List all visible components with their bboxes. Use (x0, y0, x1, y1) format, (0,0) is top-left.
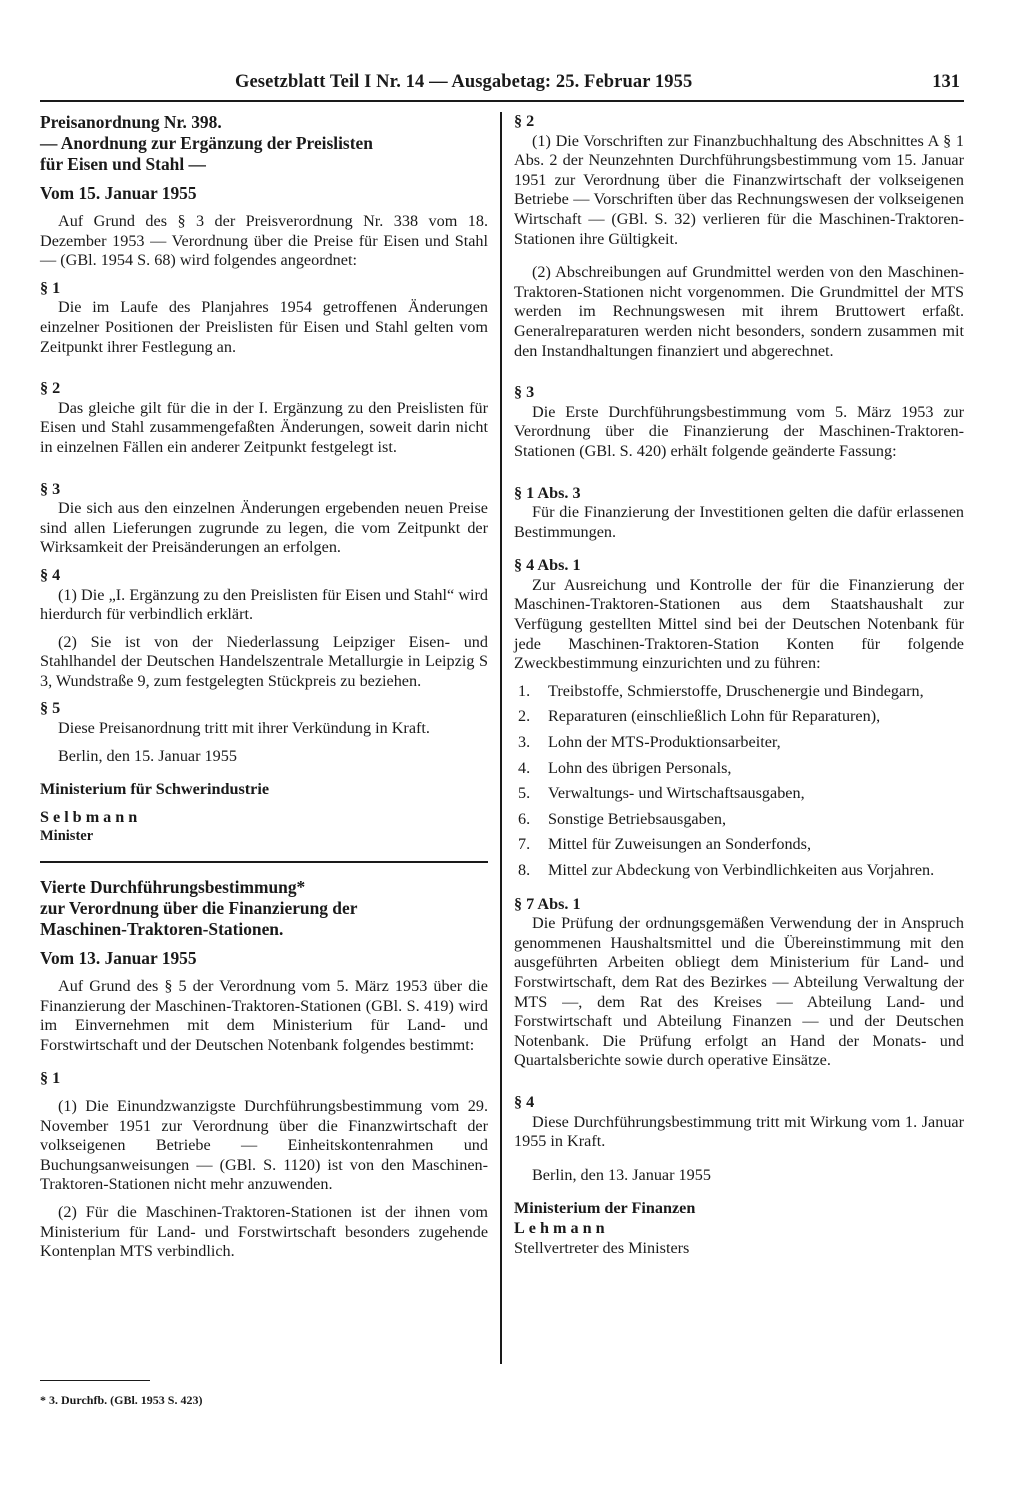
account-list (514, 682, 964, 881)
list-item: 2. Reparaturen (einschließlich Lohn für Reparaturen), (518, 707, 881, 726)
amend-s7-text: Die Prüfung der ordnungsgemäßen Verwendung der in Anspruch genommenen Haushaltsmittel und die Übereinstimmung mit den ausgeführten Arbeiten obliegt dem Ministerium für Land- und Forstwirtschaft, dem Rat des Bezirkes — Abteilung Verwaltung der MTS —, dem Rat des Kreises — Abteilung Land- und Forstwirtschaft und Abteilung Finanzen — und der Deutschen Notenbank. Die Prüfung erfolgt an Hand der Monats- und Quartalsberichte sowie durch operative Einsätze. (514, 914, 964, 1070)
doc2-s1-heading: § 1 (40, 1069, 61, 1088)
doc1-s4-heading: § 4 (40, 565, 61, 584)
doc2-s1-para2: (2) Für die Maschinen-Traktoren-Stationen ist der ihnen vom Ministerium für Land- und Forstwirtschaft besonders zugehende Kontenplan MTS verbindlich. (40, 1202, 488, 1261)
running-title: Gesetzblatt Teil I Nr. 14 — Ausgabetag: 25. Februar 1955 (235, 72, 693, 92)
column-divider (500, 112, 502, 1364)
doc2-ministry: Ministerium der Finanzen (514, 1199, 696, 1218)
doc2-s4-text: Diese Durchführungsbestimmung tritt mit Wirkung vom 1. Januar 1955 in Kraft. (514, 1112, 964, 1151)
amend-s1-text: Für die Finanzierung der Investitionen gelten die dafür erlassenen Bestimmungen. (514, 503, 964, 541)
doc2-subtitle: zur Verordnung über die Finanzierung der (40, 898, 358, 919)
doc1-s3-heading: § 3 (40, 479, 61, 498)
doc2-title: Vierte Durchführungsbestimmung* (40, 877, 306, 898)
doc1-signer: Selbmann (40, 807, 142, 826)
list-item: 4. Lohn des übrigen Personals, (518, 758, 732, 777)
doc2-date: Vom 13. Januar 1955 (40, 948, 197, 969)
doc1-s3-text: Die sich aus den einzelnen Änderungen ergebenden neuen Preise sind allen Lieferungen zugrunde zu legen, die vom Zeitpunkt der Wirksamkeit der Preisänderungen an erfolgen. (40, 499, 488, 557)
doc2-place-date: Berlin, den 13. Januar 1955 (532, 1165, 711, 1184)
list-item: 7. Mittel für Zuweisungen an Sonderfonds, (518, 835, 811, 854)
doc2-s3-text: Die Erste Durchführungsbestimmung vom 5. März 1953 zur Verordnung über die Finanzierung der Maschinen-Traktoren-Stationen (GBl. S. 420) erhält folgende geänderte Fassung: (514, 402, 964, 460)
page-number: 131 (932, 72, 960, 92)
doc1-subtitle-2: für Eisen und Stahl — (40, 154, 206, 174)
doc1-ministry: Ministerium für Schwerindustrie (40, 780, 270, 799)
doc1-title: Preisanordnung Nr. 398. (40, 112, 222, 132)
doc2-s3-heading: § 3 (514, 383, 535, 402)
doc1-preamble: Auf Grund des § 3 der Preisverordnung Nr. 338 vom 18. Dezember 1953 — Verordnung über die Preise für Eisen und Stahl — (GBl. 1954 S. 68) wird folgendes angeordnet: (40, 212, 488, 270)
list-item: 1. Treibstoffe, Schmierstoffe, Druschenergie und Bindegarn, (518, 681, 924, 700)
doc1-place-date: Berlin, den 15. Januar 1955 (58, 746, 237, 765)
doc2-signer-title: Stellvertreter des Ministers (514, 1238, 690, 1257)
doc2-preamble: Auf Grund des § 5 der Verordnung vom 5. März 1953 über die Finanzierung der Maschinen-Traktoren-Stationen (GBl. S. 419) wird im Einvernehmen mit dem Ministerium für Land- und Forstwirtschaft und der Deutschen Notenbank folgendes bestimmt: (40, 977, 488, 1054)
amend-s7-heading: § 7 Abs. 1 (514, 894, 581, 913)
doc1-subtitle: — Anordnung zur Ergänzung der Preislisten (40, 133, 373, 153)
doc1-signer-title: Minister (40, 828, 94, 845)
page-header (40, 70, 964, 102)
amend-s1-heading: § 1 Abs. 3 (514, 483, 581, 502)
doc2-s4-heading: § 4 (514, 1092, 535, 1111)
list-item: 3. Lohn der MTS-Produktionsarbeiter, (518, 733, 781, 752)
doc1-s5-heading: § 5 (40, 699, 61, 718)
doc1-s2-text: Das gleiche gilt für die in der I. Ergänzung zu den Preislisten für Eisen und Stahl zusammengefaßten Änderungen, soweit darin nicht in einzelnen Fällen ein anderer Zeitpunkt festgelegt ist. (40, 398, 488, 456)
doc1-s5-text: Diese Preisanordnung tritt mit ihrer Verkündung in Kraft. (58, 719, 430, 738)
doc1-s4-para2: (2) Sie ist von der Niederlassung Leipziger Eisen- und Stahlhandel der Deutschen Handelszentrale Metallurgie in Leipzig S 3, Wundstraße 9, zum festgelegten Stückpreis zu beziehen. (40, 632, 488, 690)
doc2-s2-heading: § 2 (514, 112, 535, 130)
doc2-signer: Lehmann (514, 1218, 609, 1237)
doc2-s1-para1: (1) Die Einundzwanzigste Durchführungsbestimmung vom 29. November 1951 zur Verordnung über die Finanzwirtschaft der volkseigenen Betriebe — Einheitskontenrahmen und Buchungsanweisungen — (GBl. S. 1120) ist von den Maschinen-Traktoren-Stationen nicht mehr anzuwenden. (40, 1097, 488, 1194)
left-column (40, 112, 488, 1262)
doc1-s1-heading: § 1 (40, 278, 61, 297)
doc1-s2-heading: § 2 (40, 379, 61, 398)
doc2-s2-para1: (1) Die Vorschriften zur Finanzbuchhaltung des Abschnittes A § 1 Abs. 2 der Neunzehnten Durchführungsbestimmung vom 15. Januar 1951 zur Verordnung über die Finanzwirtschaft der volkseigenen Betriebe — Vorschriften über das Rechnungswesen der volkseigenen Wirtschaft — (GBl. S. 32) verlieren für die Maschinen-Traktoren-Stationen ihre Gültigkeit. (514, 131, 964, 248)
doc1-s1-text: Die im Laufe des Planjahres 1954 getroffenen Änderungen einzelner Positionen der Preislisten für Eisen und Stahl gelten vom Zeitpunkt ihrer Festlegung an. (40, 298, 488, 356)
footnote: * 3. Durchfb. (GBl. 1953 S. 423) (40, 1393, 203, 1407)
list-item: 8. Mittel zur Abdeckung von Verbindlichkeiten aus Vorjahren. (518, 861, 935, 879)
doc2-s2-para2: (2) Abschreibungen auf Grundmittel werden von den Maschinen-Traktoren-Stationen nicht vorgenommen. Die Grundmittel der MTS werden im Rechnungswesen mit ihrem Bruttowert erfaßt. Generalreparaturen werden nicht besonders, sondern zusammen mit den Instandhaltungen finanziert und abgerechnet. (514, 263, 964, 360)
amend-s4-text: Zur Ausreichung und Kontrolle der für die Finanzierung der Maschinen-Traktoren-Stationen aus dem Staatshaushalt zur Verfügung gestellten Mittel sind bei der Deutschen Notenbank für jede Maschinen-Traktoren-Station Konten für folgende Zweckbestimmung einzurichten und zu führen: (514, 575, 964, 673)
doc1-s4-para1: (1) Die „I. Ergänzung zu den Preislisten für Eisen und Stahl“ wird hierdurch für verbindlich erklärt. (40, 585, 488, 624)
footnote-rule (40, 1380, 150, 1381)
doc2-subtitle-2: Maschinen-Traktoren-Stationen. (40, 919, 284, 940)
list-item: 5. Verwaltungs- und Wirtschaftsausgaben, (518, 784, 805, 803)
list-item: 6. Sonstige Betriebsausgaben, (518, 809, 727, 828)
amend-s4-heading: § 4 Abs. 1 (514, 556, 581, 575)
doc1-date: Vom 15. Januar 1955 (40, 183, 197, 203)
right-column (514, 112, 964, 1258)
